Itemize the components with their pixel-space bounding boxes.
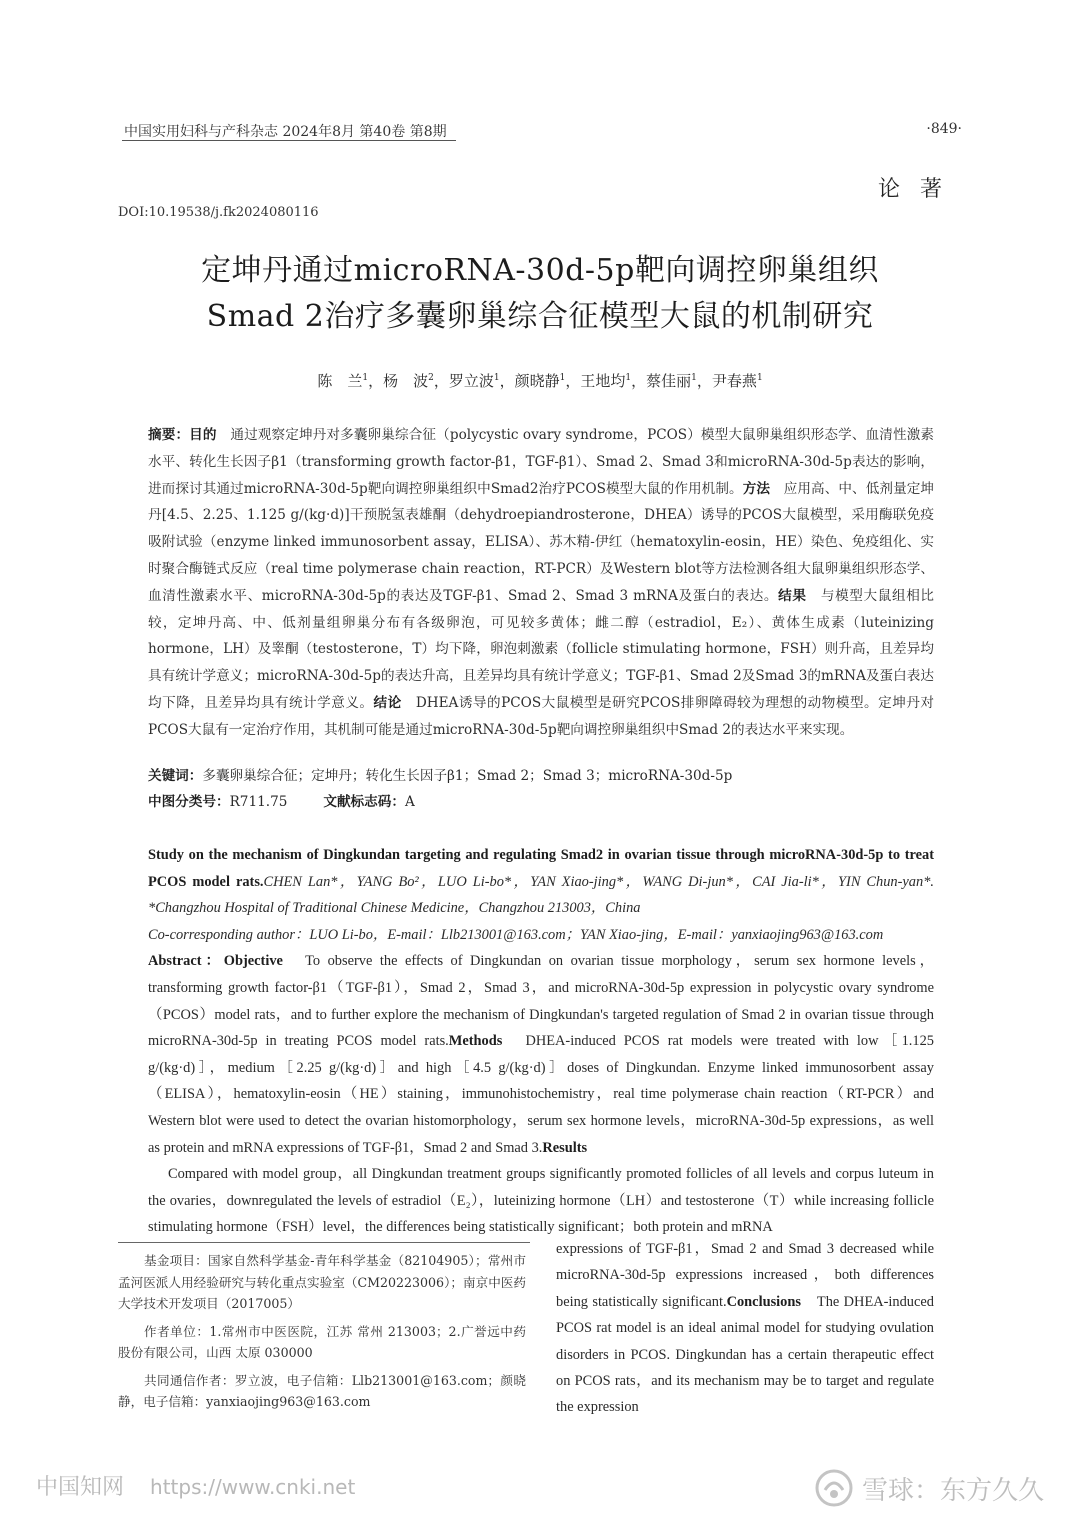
- abstract-label: 摘要：: [148, 427, 190, 443]
- cnki-name: 中国知网: [36, 1475, 125, 1500]
- section-label: 论著: [877, 177, 962, 202]
- footnote-rule: [118, 1242, 530, 1243]
- en-results-label: Results: [542, 1139, 588, 1156]
- english-authors: CHEN Lan*，YANG Bo²，LUO Li-bo*，YAN Xiao-jing*，WANG Di-jun*，CAI Jia-li*，YIN Chun-yan*.: [263, 873, 934, 890]
- xueqiu-watermark: [814, 1468, 1044, 1508]
- keywords: [148, 764, 934, 788]
- abstract-cn: [148, 422, 934, 744]
- journal-header: 中国实用妇科与产科杂志 2024年8月 第40卷 第8期: [124, 124, 447, 140]
- abstract-en: [148, 842, 934, 1241]
- en-conclusions-label: Conclusions: [726, 1293, 801, 1310]
- en-conclusions-text: The DHEA-induced PCOS rat model is an ideal animal model for studying ovulation disorders in PCOS. Dingkundan has a certain therapeutic effect on PCOS rats，and its mechanism may be to target and regulate the expression: [556, 1293, 934, 1416]
- keywords-text: 多囊卵巢综合征；定坤丹；转化生长因子β1；Smad 2；Smad 3；microRNA-30d-5p: [202, 768, 733, 784]
- cnki-url: https://www.cnki.net: [150, 1475, 356, 1499]
- results-text: 与模型大鼠组相比较，定坤丹高、中、低剂量组卵巢分布有各级卵泡，可见较多黄体；雌二醇（estradiol，E₂）、黄体生成素（luteinizing hormone，LH）及睾酮（testosterone，T）均下降，卵泡刺激素（follicle stimulating hormone，FSH）则升高，且差异均具有统计学意义；microRNA-30d-5p的表达升高，且差异均具有统计学意义；TGF-β1、Smad 2及Smad 3的mRNA及蛋白表达均下降，且差异均具有统计学意义。: [148, 587, 935, 711]
- author: 尹春燕$^1$: [711, 372, 763, 390]
- author: 杨 波$^2$: [383, 372, 434, 390]
- footnote-fund: 基金项目：国家自然科学基金-青年科学基金（82104905）；常州市孟河医派人用经验研究与转化重点实验室（CM20223006）；南京中医药大学技术开发项目（2017005）: [118, 1253, 526, 1311]
- page-number: ·849·: [926, 121, 962, 137]
- en-methods-text: DHEA-induced PCOS rat models were treated with low［1.125 g/(kg·d)］，medium［2.25 g/(kg·d)］and high［4.5 g/(kg·d)］doses of Dingkundan. Enzyme linked immunosorbent assay（ELISA），hematoxylin-eosin（HE）staining，immunohistochemistry，real time polymerase chain reaction（RT-PCR）and Western blot were used to detect the ovarian histomorphology，serum sex hormone levels，microRNA-30d-5p expressions，as well as protein and mRNA expressions of TGF-β1，Smad 2 and Smad 3.: [148, 1033, 934, 1156]
- header-rule: [122, 140, 456, 141]
- footnotes: [118, 1250, 526, 1419]
- author: 陈 兰$^1$: [317, 372, 369, 390]
- footnote-affiliation: 作者单位：1.常州市中医医院，江苏 常州 213003；2.广誉远中药股份有限公司，山西 太原 030000: [118, 1323, 526, 1360]
- classification: [148, 790, 934, 814]
- en-objective-label: Objective: [223, 953, 283, 970]
- doi: DOI:10.19538/j.fk2024080116: [118, 205, 319, 220]
- clc-label: 中图分类号：: [148, 794, 230, 810]
- author: 王地均$^1$: [580, 372, 632, 390]
- cnki-watermark: [36, 1470, 355, 1501]
- title-line-1: 定坤丹通过microRNA-30d-5p靶向调控卵巢组织: [201, 253, 879, 288]
- article-title: [0, 248, 1080, 340]
- author: 罗立波$^1$: [448, 372, 500, 390]
- xueqiu-text: 雪球：东方久久: [861, 1475, 1044, 1506]
- abstract-en-continued: [556, 1236, 934, 1421]
- results-label: 结果: [778, 587, 807, 604]
- author-list: 陈 兰$^1$，杨 波$^2$，罗立波$^1$，颜晓静$^1$，王地均$^1$，蔡佳丽$^1$，尹春燕$^1$: [317, 372, 763, 390]
- en-objective-text: To observe the effects of Dingkundan on ovarian tissue morphology，serum sex hormone levels，transforming growth factor-β1（TGF-β1），Smad 2，Smad 3，and microRNA-30d-5p expression in polycystic ovary syndrome（PCOS）model rats，and to further explore the mechanism of Dingkundan's targeted regulation of Smad 2 in ovarian tissue through microRNA-30d-5p in treating PCOS model rats.: [148, 953, 934, 1050]
- english-title: Study on the mechanism of Dingkundan targeting and regulating Smad2 in ovarian tissue through microRNA-30d-5p to treat PCOS model rats.: [148, 847, 934, 890]
- xueqiu-logo-icon: [814, 1468, 854, 1508]
- english-affiliation: *Changzhou Hospital of Traditional Chinese Medicine，Changzhou 213003，China: [148, 900, 641, 917]
- title-line-2: Smad 2治疗多囊卵巢综合征模型大鼠的机制研究: [206, 299, 874, 334]
- doc-code-value: A: [404, 794, 415, 810]
- methods-text: 应用高、中、低剂量定坤丹[4.5、2.25、1.125 g/(kg·d)]干预脱氢表雄酮（dehydroepiandrosterone，DHEA）诱导的PCOS大鼠模型，采用酶联免疫吸附试验（enzyme linked immunosorbent assay，ELISA）、苏木精-伊红（hematoxylin-eosin，HE）染色、免疫组化、实时聚合酶链式反应（real time polymerase chain reaction，RT-PCR）及Western blot等方法检测各组大鼠卵巢组织形态学、血清性激素水平、microRNA-30d-5p的表达及TGF-β1、Smad 2、Smad 3 mRNA及蛋白的表达。: [148, 480, 935, 604]
- objective-text: 通过观察定坤丹对多囊卵巢综合征（polycystic ovary syndrome，PCOS）模型大鼠卵巢组织形态学、血清性激素水平、转化生长因子β1（transforming growth factor-β1，TGF-β1）、Smad 2、Smad 3和microRNA-30d-5p表达的影响，进而探讨其通过microRNA-30d-5p靶向调控卵巢组织中Smad2治疗PCOS模型大鼠的作用机制。: [148, 427, 935, 497]
- keywords-label: 关键词：: [148, 768, 203, 784]
- en-abstract-label: Abstract：: [148, 953, 224, 970]
- methods-label: 方法: [742, 480, 771, 497]
- footnote-corresponding: 共同通信作者：罗立波，电子信箱：Llb213001@163.com；颜晓静，电子信箱：yanxiaojing963@163.com: [118, 1372, 526, 1409]
- en-results-text-1: Compared with model group，all Dingkundan treatment groups significantly promoted follicles of all levels and corpus luteum in the ovaries，downregulated the levels of estradiol（E₂），luteinizing hormone（LH）and testosterone（T）while increasing follicle stimulating hormone（FSH）level，the differences being statistically significant；both protein and mRNA: [148, 1166, 934, 1236]
- clc-value: R711.75: [229, 794, 288, 810]
- conclusion-label: 结论: [373, 694, 402, 711]
- objective-label: 目的: [189, 427, 217, 443]
- author: 蔡佳丽$^1$: [646, 372, 697, 390]
- en-methods-label: Methods: [448, 1033, 503, 1050]
- conclusion-text: DHEA诱导的PCOS大鼠模型是研究PCOS排卵障碍较为理想的动物模型。定坤丹对PCOS大鼠有一定治疗作用，其机制可能是通过microRNA-30d-5p靶向调控卵巢组织中Smad 2的表达水平来实现。: [148, 694, 935, 738]
- english-corresponding: Co-corresponding author：LUO Li-bo，E-mail：Llb213001@163.com；YAN Xiao-jing，E-mail：yanxiaojing963@163.com: [148, 926, 884, 943]
- author: 颜晓静$^1$: [514, 372, 566, 390]
- doc-code-label: 文献标志码：: [323, 794, 405, 810]
- en-results-text-2: expressions of TGF-β1，Smad 2 and Smad 3 decreased while microRNA-30d-5p expressions increased，both differences being statistically significant.: [556, 1241, 934, 1310]
